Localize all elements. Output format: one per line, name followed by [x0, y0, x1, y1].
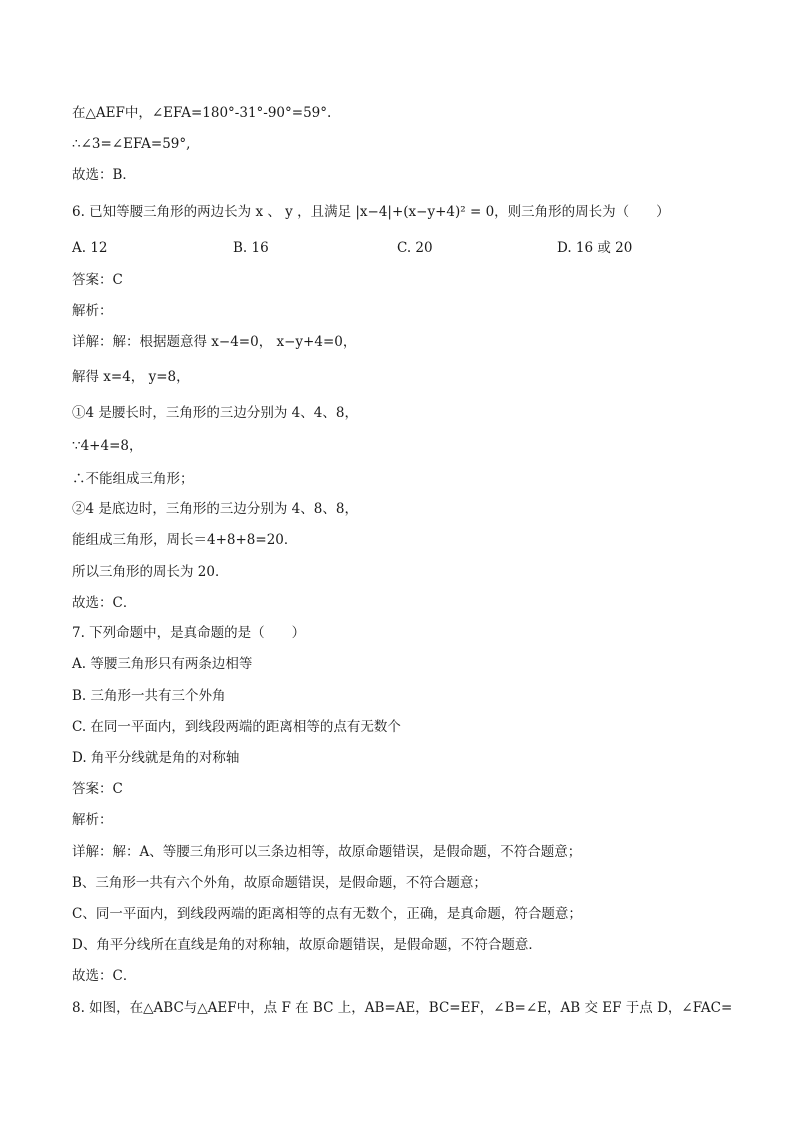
text-line: 故选：C． [72, 595, 137, 611]
q6-option-b: B. 16 [233, 240, 269, 256]
text-line: 详解：解：根据题意得 x−4=0， x−y+4=0， [72, 334, 357, 350]
question-8: 8. 如图，在△ABC与△AEF中，点 F 在 BC 上，AB=AE，BC=EF，∠B=∠E，AB 交 EF 于点 D，∠FAC= [72, 1000, 733, 1016]
q6-option-a: A. 12 [72, 240, 108, 256]
question-7: 7. 下列命题中，是真命题的是（ ） [72, 625, 306, 641]
text-line: B、三角形一共有六个外角，故原命题错误，是假命题，不符合题意； [72, 875, 487, 891]
text-line: 能组成三角形，周长＝4+8+8=20． [72, 532, 298, 548]
analysis-heading: 解析： [72, 303, 113, 319]
text-line: 所以三角形的周长为 20． [72, 564, 229, 580]
text-line: C、同一平面内，到线段两端的距离相等的点有无数个，正确，是真命题，符合题意； [72, 906, 582, 922]
q7-option-d: D. 角平分线就是角的对称轴 [72, 750, 240, 766]
text-line: 解得 x=4， y=8， [72, 369, 190, 385]
question-6: 6. 已知等腰三角形的两边长为 x 、 y ，且满足 |x−4|+(x−y+4)² = 0，则三角形的周长为（ ） [72, 204, 670, 220]
text-line: 详解：解：A、等腰三角形可以三条边相等，故原命题错误，是假命题，不符合题意； [72, 844, 582, 860]
text-line: D、角平分线所在直线是角的对称轴，故原命题错误，是假命题，不符合题意． [72, 937, 542, 953]
q7-option-c: C. 在同一平面内，到线段两端的距离相等的点有无数个 [72, 719, 401, 735]
text-line: ∴∠3=∠EFA=59°, [72, 136, 191, 152]
answer-line: 答案：C [72, 272, 123, 288]
q6-option-c: C. 20 [397, 240, 433, 256]
analysis-heading: 解析： [72, 812, 113, 828]
text-line: ②4 是底边时，三角形的三边分别为 4、8、8， [72, 501, 358, 517]
answer-line: 答案：C [72, 781, 123, 797]
q7-option-b: B. 三角形一共有三个外角 [72, 688, 226, 704]
text-line: 故选：C． [72, 968, 137, 984]
text-line: ①4 是腰长时，三角形的三边分别为 4、4、8， [72, 405, 358, 421]
text-line: ∵4+4=8， [72, 438, 143, 454]
text-line: 故选：B． [72, 167, 136, 183]
text-line: ∴不能组成三角形； [72, 471, 194, 487]
text-line: 在△AEF中，∠EFA=180°-31°-90°=59°. [72, 105, 332, 121]
q7-option-a: A. 等腰三角形只有两条边相等 [72, 656, 253, 672]
q6-option-d: D. 16 或 20 [557, 240, 633, 256]
